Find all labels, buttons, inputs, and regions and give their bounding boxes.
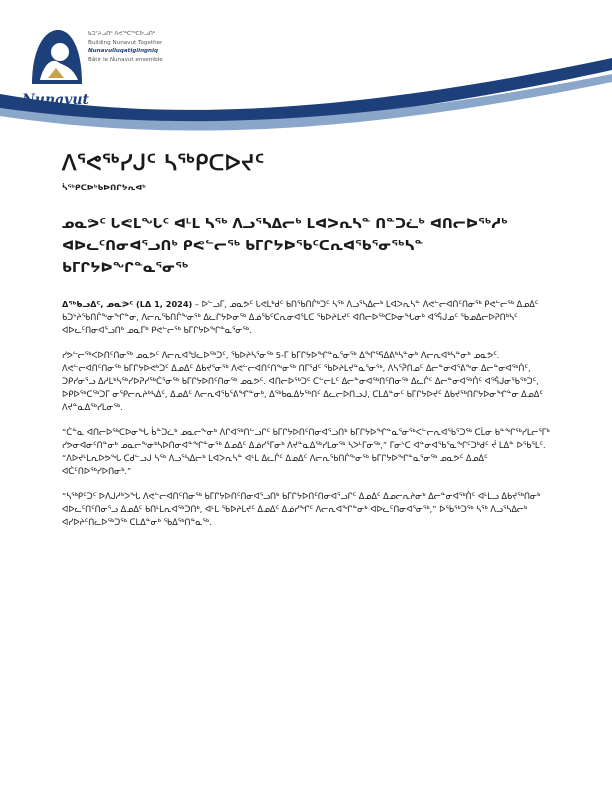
nunavut-logo-icon (28, 22, 84, 92)
tagline-french: Bâtir le Nunavut ensemble (88, 56, 163, 63)
tagline-inuinnaqtun: Nunavuliuqatigiingniq (88, 48, 158, 55)
release-subtitle: ᓵᖅᑭᑕᐅᒃᑲᐅᑎᒋᔭᕆᐊᒃ (62, 183, 146, 192)
lead-text: – ᐅᓪᓗᒥ, ᓄᓇᕗᑦ ᒐᕙᒪᒃᑯᑦ ᑲᑎᖃᑎᒌᒃᑐᑦ ᓴᖅ ᐱᓗᕐᓴᐃᓕᒃ ᒪᐊᐳᕆᓴᓐ ᐱᕙᓪᓕᐊᑎᑦᑎᓂᖅ ᑭᕙᓪᓕᖅ ᐃᓄᐃᑦ ᑲᑐᔾᔨᖃᑎᒌᖕᓂᖏᓐᓂ, ᐱᓕᕆᖃᑎᒌᖕᓂᖅ ᐃᓚᒋᔭᐅᓂᖅ ᐃᓅᖃᑦᑕᕆᓂᐊᕐᒪᑕ ᖃᐅᔨᒪᔪᑦ ᐊᑎᓕᐅᖅᑕᐅᓂᖓᓂᒃ ᐊᕐᕌᒍᓄᑦ ᖃᓄᐃᓕᐅᕈᑎᒃᓴᑦ ᐊᐅᓚᑦᑎᓂᐊᕐᓗᑎᒃ ᓄᓇᒥᒃ ᑭᕙᓪᓕᖅ ᑲᒥᒋᔭᐅᖏᓐᓇᕐᓂᖅ. (62, 299, 539, 335)
logo-wordmark: Nunavut (22, 92, 90, 108)
lead-paragraph (62, 298, 550, 337)
dateline: ᐃᖅᑲᓗᐃᑦ, ᓄᓇᕗᑦ (ᒪᐃ 1, 2024) (62, 299, 193, 309)
tagline-syllabics: ᑲᑐᔾᔨᓗᑎᒃ ᐱᕙᖅᑖᖅᑕᐅᓗᑎᒃ (88, 31, 156, 37)
press-release (62, 150, 550, 529)
quote-paragraph: “ᑖᓐᓇ ᐊᑎᓕᐅᖅᑕᐅᓂᖓ ᑳᓐᑐᓛᒃ ᓄᓇᓕᖕᓂᒃ ᐱᒋᐊᖅᑎᓪᓗᒋᑦ ᑲᒥᒋᔭᐅᑎᑦᑎᓂᐊᕐᓗᑎᒃ ᑲᒥᒋᔭᐅᖏᓐᓇᕐᓂᖅᐸᓪᓕᕆᐊᖃᕐᑐᖅ ᑕᒫᓂ ᑲᓐᖏᖅᓯᒪᓕᕐᒥᒃ ᓯᕗᓂᐊᓂᑦᑎᓐᓂᒃ ᓄᓇᓕᖕᓂᒃᓴᐅᑎᓂᐊᓐᖏᓐᓂᖅ ᐃᓄᐃᑦ ᐃᓅᓯᕐᒥᓂᒃ ᐱᔪᓐᓇᐃᖅᓯᒪᓂᖅ ᓴᐳᒻᒥᓂᖅ,” ᒥᓂᔅᑕ ᐊᓐᓂᐊᖃᕐᓇᖏᑦᑐᒃᑯᑦ ᔫ ᒪᐃᓐ ᐅᖃᕐᒪᑦ. “ᐱᐅᔪᒻᒪᕆᐅᕗᖓ ᑕᑯᓪᓗᒍ ᓴᖅ ᐱᓗᕐᓴᐃᓕᒃ ᒪᐊᐳᕆᓴᓐ ᐊᒻᒪ ᐃᓚᒌᑦ ᐃᓄᐃᑦ ᐱᓕᕆᖃᑎᒌᖕᓂᖅ ᑲᒥᒋᔭᐅᖏᓐᓇᕐᓂᖅ ᓄᓇᕗᑦ ᐃᓄᐃᑦ ᐊᑖᑦᑎᐅᖅᓯᐅᑎᓂᒃ.” (62, 427, 550, 476)
quote-paragraph: “ᓴᖅᑭᑦᑐᑦ ᐅᐱᒍᓱᒃᐳᖓ ᐱᕙᓪᓕᐊᑎᑦᑎᓂᖅ ᑲᒥᒋᔭᐅᑎᑦᑎᓂᐊᕐᓗᑎᒃ ᑲᒥᒋᔭᐅᑎᑦᑎᓂᐊᕐᓗᒋᑦ ᐃᓄᐃᑦ ᐃᓄᓕᕆᔨᓂᒃ ᐃᓕᓐᓂᐊᖅᑏᑦ ᐊᒻᒪᓗ ᐃᑲᔪᖅᑎᓂᒃ ᐊᐅᓚᑦᑎᑦᑎᓂᕐᓗ ᐃᓄᐃᑦ ᑲᑎᒻᒪᕆᐊᖅᑐᑎᒃ, ᐊᒻᒪ ᖃᐅᔨᒪᔪᑦ ᐃᓄᐃᑦ ᐃᓅᓯᖏᑦ ᐱᓕᕆᐊᖏᓐᓂᒃ ᐊᐅᓚᑦᑎᓂᐊᕐᓂᖅ,” ᐅᖃᖅᑐᖅ ᓴᖅ ᐱᓗᕐᓴᐃᓕᒃ ᐊᓯᐅᔨᑦᑎᓚᐅᖅᑐᖅ ᑕᒪᐃᓐᓂᒃ ᖃᐃᖅᑎᓐᓇᖅ. (62, 491, 541, 527)
tagline-block (88, 30, 163, 64)
page-title: ᐱᕐᕙᖅᓯᒍᑦ ᓴᖅᑭᑕᐅᔪᑦ (62, 150, 265, 175)
release-headline: ᓄᓇᕗᑦ ᒐᕙᒪᖓᑦ ᐊᒻᒪ ᓴᖅ ᐱᓗᕐᓴᐃᓕᒃ ᒪᐊᐳᕆᓴᓐ ᑎᓐᑐᓛᒃ ᐊᑎᓕᐅᖅᓱᒃ ᐊᐅᓚᑦᑎᓂᐊᕐᓗᑎᒃ ᑭᕙᓪᓕᖅ ᑲᒥᒋᔭᐅᖃᑦᑕᕆᐊᖃᕐᓂᖅᓴᓐ ᑲᒥᒋᔭᐅᖏᓐᓇᕐᓂᖅ (62, 217, 508, 276)
body-paragraph: ᓯᕗᓪᓕᖅᐸᐅᑎᑦᑎᓂᖅ ᓄᓇᕗᑦ ᐱᓕᕆᐊᖑᓚᐅᖅᑐᑦ, ᖃᐅᔨᓴᕐᓂᖅ 5-ᒥ ᑲᒥᒋᔭᐅᖏᓐᓇᕐᓂᖅ ᐃᖏᕐᕋᐃᕕᒃᓴᓐᓂᒃ ᐱᓕᕆᐊᒃᓴᓐᓂᒃ ᓄᓇᕗᑦ. ᐱᕙᓪᓕᐊᑎᑦᑎᓂᖅ ᑲᒥᒋᔭᐅᕙᒃᑐᑦ ᐃᓄᐃᑦ ᐃᑲᔪᕐᓂᖅ ᐱᕙᓪᓕᐊᑎᑦᑎᖕᓂᖅ ᑎᒥᖁᑦ ᖃᐅᔨᒪᔪᓐᓇᕐᓂᖅ, ᐱᓴᕐᕉᑎᓄᑦ ᐃᓕᓐᓂᐊᕐᕕᖕᓂ ᐃᓕᓐᓂᐊᖅᑏᑦ, ᑐᑭᓯᓂᕐᓗ ᐃᓱᒪᒃᓴᖅᓯᐅᕈᓯᖅᑖᕐᓂᖅ ᑲᒥᒋᔭᐅᑎᑦᑎᓂᖅ ᓄᓇᕗᑦ. ᐊᑎᓕᐅᖅᑐᑦ ᑕᓪᓕᒪᑦ ᐃᓕᓐᓂᐊᖅᑎᑦᑎᓂᖅ ᐃᓚᒌᑦ ᐃᓕᓐᓂᐊᖅᑏᑦ ᐊᕐᕌᒍᓂᖃᖅᑐᑦ, ᐅᑭᐅᖅᑕᖅᑐᒥ ᓂᕿᓕᕆᔨᒃᓴᐃᑦ, ᐃᓄᐃᑦ ᐱᓕᕆᐊᖃᕐᕕᖏᓐᓂᒃ, ᐃᖅᑲᓇᐃᔭᖅᑎᑦ ᐃᓚᓕᐅᑎᓗᒍ, ᑕᒪᐃᓐᓂᑦ ᑲᒥᒋᔭᐅᔪᑦ ᐃᑲᔪᖅᑎᒋᔭᐅᓂᖏᓐᓂ ᐃᓄᐃᑦ ᐱᔪᓐᓇᐃᖅᓯᒪᓂᖅ. (62, 350, 543, 412)
page-header (0, 0, 612, 140)
tagline-english: Building Nunavut Together (88, 39, 163, 46)
header-swoosh (0, 0, 612, 140)
